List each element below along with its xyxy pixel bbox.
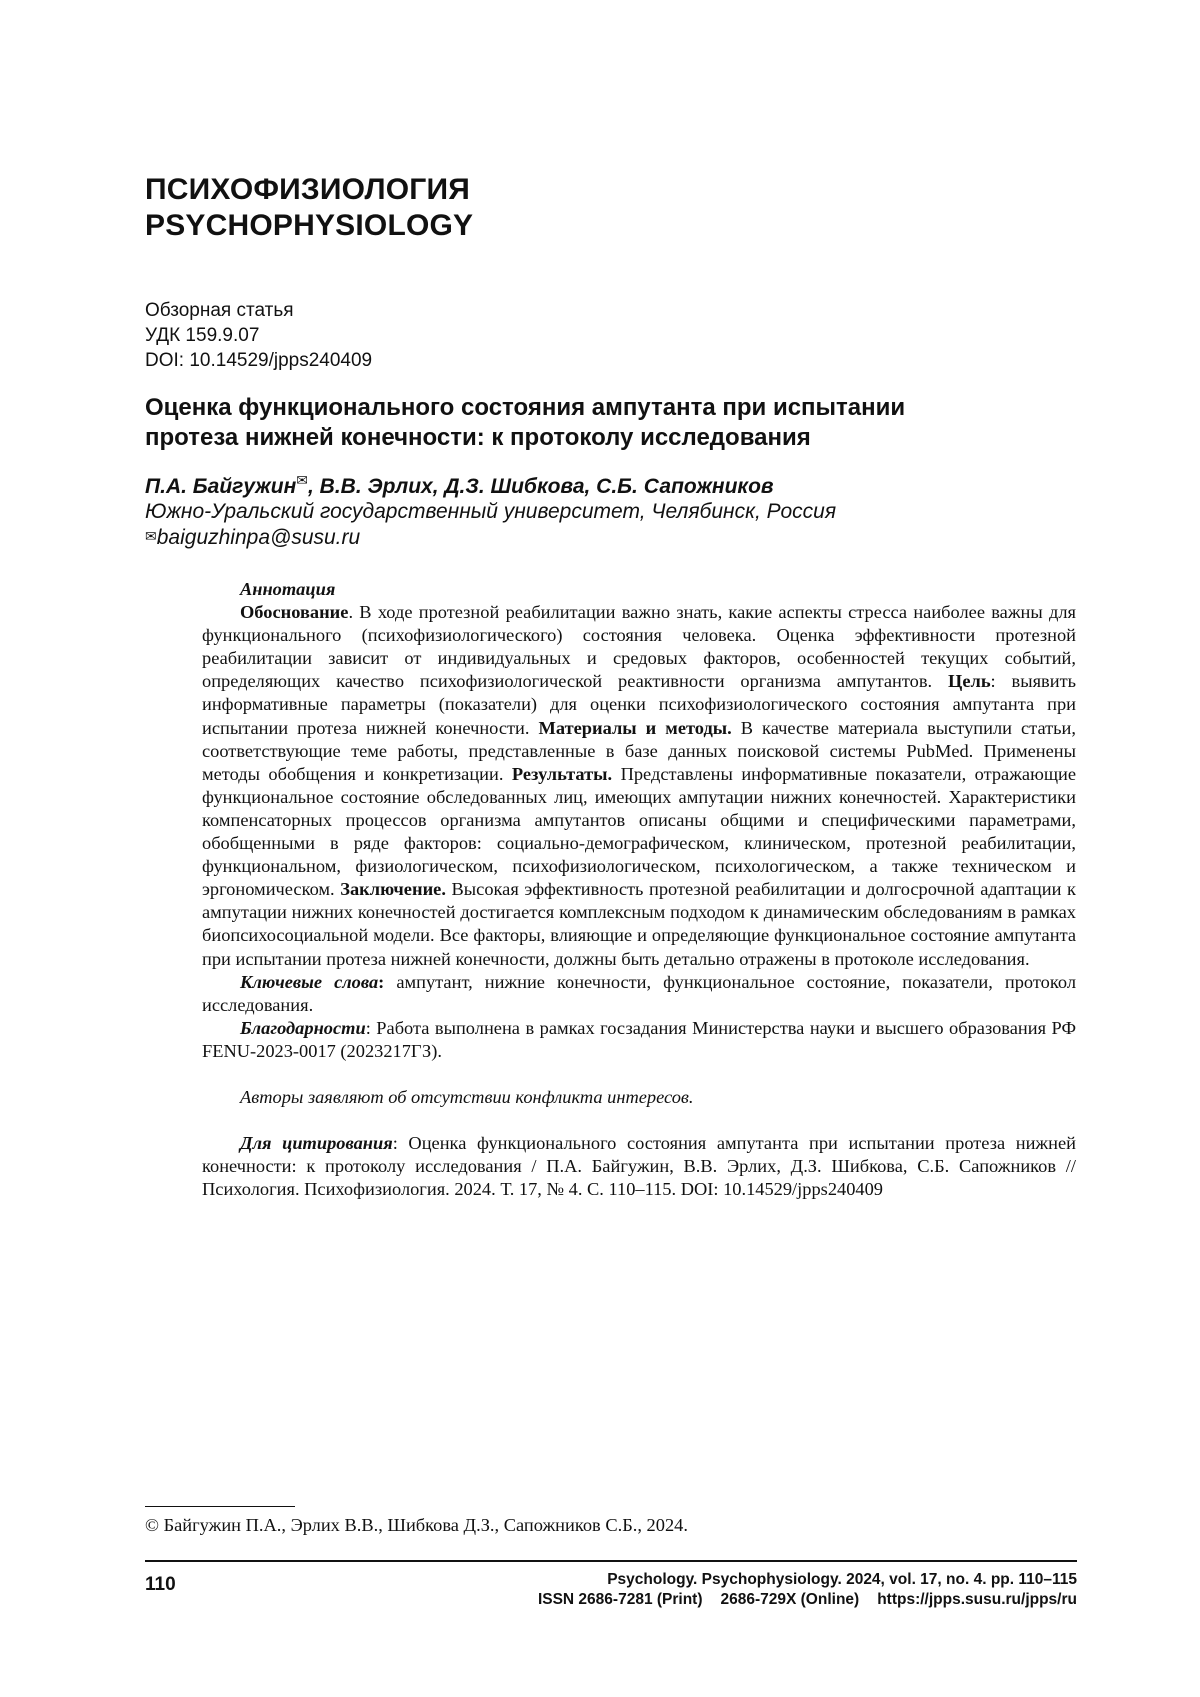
udc-code: УДК 159.9.07 — [145, 323, 372, 348]
affiliation: Южно-Уральский государственный университет, Челябинск, Россия — [145, 499, 836, 524]
copyright-note: © Байгужин П.А., Эрлих В.В., Шибкова Д.З., Сапожников С.Б., 2024. — [145, 1514, 688, 1537]
section-heading-en: PSYCHOPHYSIOLOGY — [145, 208, 473, 244]
methods-label: Материалы и методы. — [539, 718, 732, 738]
abstract-body — [202, 601, 1076, 971]
title-line-1: Оценка функционального состояния ампутанта при испытании — [145, 393, 1045, 423]
citation — [202, 1132, 1076, 1201]
conclusion-label: Заключение. — [340, 879, 446, 899]
envelope-icon: ✉ — [296, 472, 308, 488]
authors-block — [145, 474, 836, 550]
footnote-divider — [145, 1506, 295, 1507]
conclusion-text: Высокая эффективность протезной реабилитации и долгосрочной адаптации к ампутации нижних конечностей достигается комплексным подходом к динамическим обследованиям в рамках биопсихосоциальной модели. Все факторы, влияющие и определяющие функциональное состояние ампутанта при испытании протеза нижней конечности, должны быть детально отражены в протоколе исследования. — [202, 879, 1076, 968]
rationale-text: . В ходе протезной реабилитации важно знать, какие аспекты стресса наиболее важны для функционального (психофизиологического) состояния человека. Оценка эффективности протезной реабилитации зависит от индивидуальных и средовых факторов, особенностей текущих событий, определяющих качество психофизиологической реактивности организма ампутантов. — [202, 602, 1076, 691]
spacer — [202, 1063, 1076, 1086]
keywords-colon: : — [378, 972, 384, 992]
journal-citation: Psychology. Psychophysiology. 2024, vol. 17, no. 4. pp. 110–115 — [538, 1570, 1077, 1590]
page-number: 110 — [145, 1574, 176, 1596]
keywords-label: Ключевые слова — [240, 972, 378, 992]
citation-text: : Оценка функционального состояния ампутанта при испытании протеза нижней конечности: к протоколу исследования / П.А. Байгужин, В.В. Эрлих, Д.З. Шибкова, С.Б. Сапожников // Психология. Психофизиология. 2024. Т. 17, № 4. С. 110–115. DOI: 10.14529/jpps240409 — [202, 1133, 1076, 1199]
acknowledgements-label: Благодарности — [240, 1018, 366, 1038]
keywords-text: ампутант, нижние конечности, функциональное состояние, показатели, протокол исследования. — [202, 972, 1076, 1015]
issn-online: 2686-729X (Online) — [721, 1591, 860, 1608]
acknowledgements-text: : Работа выполнена в рамках госзадания Министерства науки и высшего образования РФ FENU-2023-0017 (2023217ГЗ). — [202, 1018, 1076, 1061]
journal-url[interactable]: https://jpps.susu.ru/jpps/ru — [877, 1591, 1077, 1608]
article-meta — [145, 298, 372, 373]
section-heading-ru: ПСИХОФИЗИОЛОГИЯ — [145, 172, 473, 208]
title-line-2: протеза нижней конечности: к протоколу исследования — [145, 423, 1045, 453]
methods-text: В качестве материала выступили статьи, соответствующие теме работы, представленные в базе данных поисковой системы PubMed. Применены методы обобщения и конкретизации. — [202, 718, 1076, 784]
results-label: Результаты. — [512, 764, 612, 784]
aim-label: Цель — [948, 671, 991, 691]
spacer — [202, 1109, 1076, 1132]
author-email[interactable]: baiguzhinpa@susu.ru — [157, 526, 360, 549]
article-page — [0, 0, 1200, 1697]
corresponding-author: П.А. Байгужин — [145, 475, 296, 498]
envelope-icon: ✉ — [145, 528, 157, 544]
abstract-heading: Аннотация — [202, 578, 1076, 601]
footer-rule — [145, 1560, 1077, 1562]
acknowledgements — [202, 1017, 1076, 1063]
rationale-label: Обоснование — [240, 602, 348, 622]
section-heading — [145, 172, 473, 244]
doi: DOI: 10.14529/jpps240409 — [145, 348, 372, 373]
journal-footer — [538, 1570, 1077, 1610]
citation-label: Для цитирования — [240, 1133, 393, 1153]
abstract — [202, 578, 1076, 1201]
article-title — [145, 393, 1045, 453]
results-text: Представлены информативные показатели, отражающие функциональное состояние обследованных лиц, имеющих ампутации нижних конечностей. Характеристики компенсаторных процессов организма ампутантов описаны общими и специфическими параметрами, обобщенными в ряде факторов: социально-демографическом, клиническом, протезной реабилитации, функциональном, физиологическом, психофизиологическом, психологическом, а также техническом и эргономическом. — [202, 764, 1076, 899]
article-type: Обзорная статья — [145, 298, 372, 323]
issn-line — [538, 1590, 1077, 1610]
author-list — [145, 474, 836, 499]
co-authors: , В.В. Эрлих, Д.З. Шибкова, С.Б. Сапожников — [308, 475, 774, 498]
conflict-statement: Авторы заявляют об отсутствии конфликта интересов. — [202, 1086, 1076, 1109]
email-line — [145, 524, 836, 550]
keywords — [202, 971, 1076, 1017]
issn-print: ISSN 2686-7281 (Print) — [538, 1591, 703, 1608]
aim-text: : выявить информативные параметры (показатели) для оценки психофизиологического состояния ампутанта при испытании протеза нижней конечности. — [202, 671, 1076, 737]
